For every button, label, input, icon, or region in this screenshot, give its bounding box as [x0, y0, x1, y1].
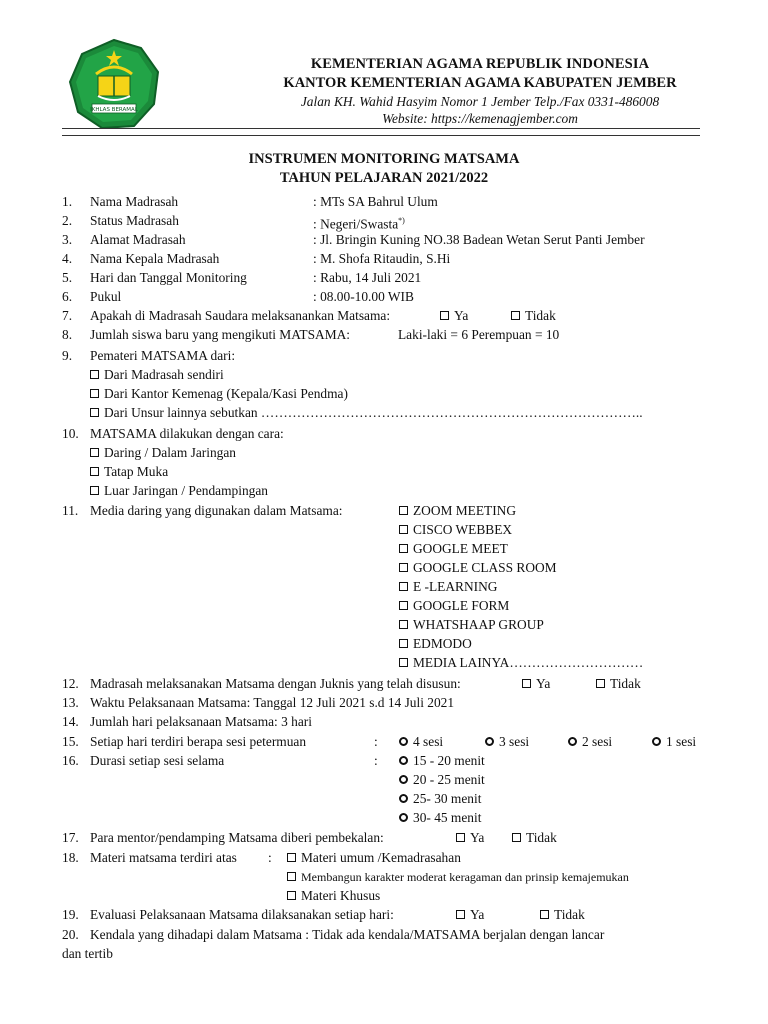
item-11-option-4[interactable]: GOOGLE CLASS ROOM — [399, 558, 557, 577]
item-18-colon: : — [268, 850, 272, 865]
item-11-option-6[interactable]: GOOGLE FORM — [399, 596, 509, 615]
checkbox-icon[interactable] — [90, 486, 99, 495]
item-15-option-2[interactable]: 3 sesi — [485, 732, 529, 751]
item-3-label: Alamat Madrasah — [90, 232, 186, 247]
item-18-option-3[interactable]: Materi Khusus — [287, 886, 380, 905]
item-9-label: Pemateri MATSAMA dari: — [90, 348, 236, 363]
item-15-label: Setiap hari terdiri berapa sesi petermuan — [90, 734, 307, 749]
item-18-num: 18. — [62, 850, 79, 865]
checkbox-icon[interactable] — [90, 389, 99, 398]
item-5-label: Hari dan Tanggal Monitoring — [90, 270, 247, 285]
item-8-label: Jumlah siswa baru yang mengikuti MATSAMA: — [90, 327, 350, 342]
item-7-label: Apakah di Madrasah Saudara melaksanankan Matsama: — [90, 308, 391, 323]
radio-icon[interactable] — [399, 756, 408, 765]
checkbox-icon[interactable] — [399, 620, 408, 629]
item-16-option-4[interactable]: 30- 45 menit — [399, 808, 481, 827]
item-11-label: Media daring yang digunakan dalam Matsama: — [90, 503, 343, 518]
checkbox-icon[interactable] — [596, 679, 605, 688]
checkbox-icon[interactable] — [540, 910, 549, 919]
checkbox-icon[interactable] — [456, 833, 465, 842]
item-1-value: : MTs SA Bahrul Ulum — [313, 194, 438, 209]
item-2-value: : Negeri/Swasta*) — [313, 216, 405, 232]
checkbox-icon[interactable] — [287, 853, 296, 862]
svg-text:IKHLAS BERAMAL: IKHLAS BERAMAL — [90, 107, 138, 113]
item-10-option-2[interactable]: Tatap Muka — [90, 462, 168, 481]
item-8-num: 8. — [62, 327, 73, 342]
item-12-option-tidak[interactable]: Tidak — [596, 674, 641, 693]
radio-icon[interactable] — [399, 813, 408, 822]
kemenag-logo — [68, 38, 160, 130]
header-office: KANTOR KEMENTERIAN AGAMA KABUPATEN JEMBER — [283, 75, 677, 91]
item-19-option-tidak[interactable]: Tidak — [540, 905, 585, 924]
checkbox-icon[interactable] — [90, 467, 99, 476]
checkbox-icon[interactable] — [399, 525, 408, 534]
item-11-option-9[interactable]: MEDIA LAINYA………………………… — [399, 653, 643, 672]
item-13-num: 13. — [62, 695, 79, 710]
item-7-option-ya[interactable]: Ya — [440, 306, 468, 325]
radio-icon[interactable] — [399, 775, 408, 784]
item-10-option-3[interactable]: Luar Jaringan / Pendampingan — [90, 481, 268, 500]
item-10-label: MATSAMA dilakukan dengan cara: — [90, 426, 284, 441]
checkbox-icon[interactable] — [522, 679, 531, 688]
item-11-num: 11. — [62, 503, 79, 518]
item-3-value: : Jl. Bringin Kuning NO.38 Badean Wetan Serut Panti Jember — [313, 232, 645, 247]
item-11-option-8[interactable]: EDMODO — [399, 634, 472, 653]
radio-icon[interactable] — [399, 794, 408, 803]
item-10-num: 10. — [62, 426, 79, 441]
item-7-num: 7. — [62, 308, 73, 323]
item-19-num: 19. — [62, 907, 79, 922]
item-6-value: : 08.00-10.00 WIB — [313, 289, 414, 304]
checkbox-icon[interactable] — [399, 563, 408, 572]
checkbox-icon[interactable] — [456, 910, 465, 919]
item-6-label: Pukul — [90, 289, 122, 304]
item-11-option-2[interactable]: CISCO WEBBEX — [399, 520, 512, 539]
item-17-label: Para mentor/pendamping Matsama diberi pembekalan: — [90, 830, 384, 845]
header-separator — [62, 128, 700, 136]
item-16-num: 16. — [62, 753, 79, 768]
item-3-num: 3. — [62, 232, 73, 247]
item-4-num: 4. — [62, 251, 73, 266]
item-15-colon: : — [374, 734, 378, 749]
item-15-num: 15. — [62, 734, 79, 749]
item-20-label: Kendala yang dihadapi dalam Matsama : Tidak ada kendala/MATSAMA berjalan dengan lancar — [90, 927, 605, 942]
checkbox-icon[interactable] — [90, 448, 99, 457]
checkbox-icon[interactable] — [399, 582, 408, 591]
item-9-num: 9. — [62, 348, 73, 363]
item-9-option-2[interactable]: Dari Kantor Kemenag (Kepala/Kasi Pendma) — [90, 384, 348, 403]
item-2-num: 2. — [62, 213, 73, 228]
item-14-label: Jumlah hari pelaksanaan Matsama: 3 hari — [90, 714, 312, 729]
item-18-option-1[interactable]: Materi umum /Kemadrasahan — [287, 848, 461, 867]
item-5-value: : Rabu, 14 Juli 2021 — [313, 270, 422, 285]
item-1-num: 1. — [62, 194, 73, 209]
item-19-label: Evaluasi Pelaksanaan Matsama dilaksanakan setiap hari: — [90, 907, 394, 922]
doc-subtitle: TAHUN PELAJARAN 2021/2022 — [279, 170, 489, 186]
item-6-num: 6. — [62, 289, 73, 304]
item-9-option-1[interactable]: Dari Madrasah sendiri — [90, 365, 224, 384]
item-12-label: Madrasah melaksanakan Matsama dengan Juknis yang telah disusun: — [90, 676, 461, 691]
item-19-option-ya[interactable]: Ya — [456, 905, 484, 924]
item-18-label: Materi matsama terdiri atas — [90, 850, 237, 865]
item-5-num: 5. — [62, 270, 73, 285]
item-16-option-1[interactable]: 15 - 20 menit — [399, 751, 485, 770]
checkbox-icon[interactable] — [511, 311, 520, 320]
item-17-option-tidak[interactable]: Tidak — [512, 828, 557, 847]
radio-icon[interactable] — [399, 737, 408, 746]
header-ministry: KEMENTERIAN AGAMA REPUBLIK INDONESIA — [310, 56, 650, 72]
item-4-value: : M. Shofa Ritaudin, S.Hi — [313, 251, 451, 266]
item-16-label: Durasi setiap sesi selama — [90, 753, 225, 768]
item-10-option-1[interactable]: Daring / Dalam Jaringan — [90, 443, 236, 462]
item-16-option-3[interactable]: 25- 30 menit — [399, 789, 481, 808]
item-8-value: Laki-laki = 6 Perempuan = 10 — [398, 327, 560, 342]
header-address: Jalan KH. Wahid Hasyim Nomor 1 Jember Telp./Fax 0331-486008 — [300, 94, 660, 109]
item-17-num: 17. — [62, 830, 79, 845]
item-7-option-tidak[interactable]: Tidak — [511, 306, 556, 325]
item-12-option-ya[interactable]: Ya — [522, 674, 550, 693]
checkbox-icon[interactable] — [399, 506, 408, 515]
checkbox-icon[interactable] — [440, 311, 449, 320]
checkbox-icon[interactable] — [399, 544, 408, 553]
item-11-option-7[interactable]: WHATSHAAP GROUP — [399, 615, 544, 634]
item-12-num: 12. — [62, 676, 79, 691]
item-9-option-3[interactable]: Dari Unsur lainnya sebutkan ………………………………………………………………………….. — [90, 403, 643, 422]
item-11-option-1[interactable]: ZOOM MEETING — [399, 501, 516, 520]
doc-title: INSTRUMEN MONITORING MATSAMA — [248, 151, 520, 167]
item-18-option-2[interactable]: Membangun karakter moderat keragaman dan prinsip kemajemukan — [287, 867, 629, 887]
item-16-colon: : — [374, 753, 378, 768]
checkbox-icon[interactable] — [399, 601, 408, 610]
checkbox-icon[interactable] — [287, 872, 296, 881]
radio-icon[interactable] — [568, 737, 577, 746]
item-20-num: 20. — [62, 927, 79, 942]
checkbox-icon[interactable] — [287, 891, 296, 900]
item-15-option-3[interactable]: 2 sesi — [568, 732, 612, 751]
header-website: Website: https://kemenagjember.com — [382, 111, 578, 126]
item-14-num: 14. — [62, 714, 79, 729]
item-17-option-ya[interactable]: Ya — [456, 828, 484, 847]
checkbox-icon[interactable] — [399, 639, 408, 648]
checkbox-icon[interactable] — [90, 370, 99, 379]
item-11-option-3[interactable]: GOOGLE MEET — [399, 539, 508, 558]
item-16-option-2[interactable]: 20 - 25 menit — [399, 770, 485, 789]
item-20-label-cont: dan tertib — [62, 946, 113, 961]
checkbox-icon[interactable] — [399, 658, 408, 667]
radio-icon[interactable] — [485, 737, 494, 746]
item-4-label: Nama Kepala Madrasah — [90, 251, 220, 266]
item-2-label: Status Madrasah — [90, 213, 179, 228]
checkbox-icon[interactable] — [90, 408, 99, 417]
item-15-option-1[interactable]: 4 sesi — [399, 732, 443, 751]
item-11-option-5[interactable]: E -LEARNING — [399, 577, 497, 596]
item-13-label: Waktu Pelaksanaan Matsama: Tanggal 12 Juli 2021 s.d 14 Juli 2021 — [90, 695, 455, 710]
item-1-label: Nama Madrasah — [90, 194, 179, 209]
radio-icon[interactable] — [652, 737, 661, 746]
checkbox-icon[interactable] — [512, 833, 521, 842]
item-15-option-4[interactable]: 1 sesi — [652, 732, 696, 751]
